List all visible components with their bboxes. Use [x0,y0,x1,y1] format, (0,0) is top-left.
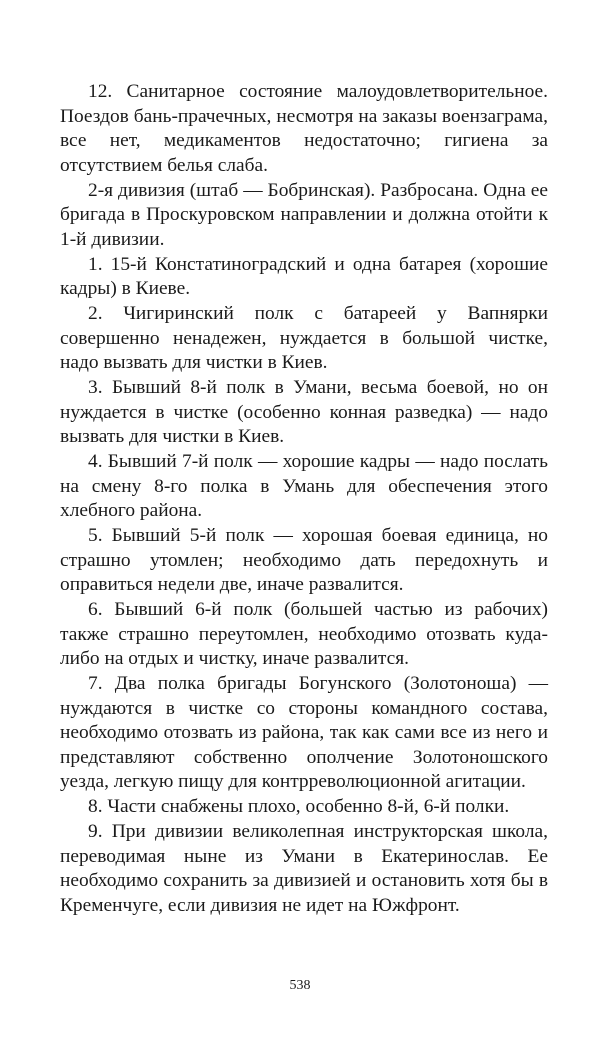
page-body [60,80,548,919]
paragraph-item-5: 5. Бывший 5-й полк — хорошая боевая единица, но страшно утомлен; необходимо дать передохнуть и оправиться недели две, иначе развалится. [60,525,548,595]
paragraph-item-1: 1. 15-й Констатиноградский и одна батарея (хорошие кадры) в Киеве. [60,253,548,299]
paragraph-item-2: 2. Чигиринский полк с батареей у Вапнярки совершенно ненадежен, нуждается в большой чистке, надо вызвать для чистки в Киев. [60,303,548,373]
page-number: 538 [289,978,311,993]
paragraph-12-sanitary: 12. Санитарное состояние малоудовлетворительное. Поездов бань-прачечных, несмотря на заказы воензаграма, все нет, медикаментов недостаточно; гигиена за отсутствием белья слаба. [60,81,548,176]
paragraph-item-3: 3. Бывший 8-й полк в Умани, весьма боевой, но он нуждается в чистке (особенно конная разведка) — надо вызвать для чистки в Киев. [60,377,548,447]
paragraph-item-7: 7. Два полка бригады Богунского (Золотоноша) — нуждаются в чистке со стороны командного состава, необходимо отозвать из района, так как сами все из него и представляют собственно ополчение Золотоношского уезда, легкую пищу для контрреволюционной агитации. [60,673,548,792]
paragraph-2nd-division: 2-я дивизия (штаб — Бобринская). Разбросана. Одна ее бригада в Проскуровском направлении и должна отойти к 1-й дивизии. [60,179,548,250]
paragraph-item-6: 6. Бывший 6-й полк (большей частью из рабочих) также страшно переутомлен, необходимо отозвать куда-либо на отдых и чистку, иначе развалится. [60,599,548,669]
paragraph-item-9: 9. При дивизии великолепная инструкторская школа, переводимая ныне из Умани в Екатеринослав. Ее необходимо сохранить за дивизией и остановить хотя бы в Кременчуге, если дивизия не идет на Южфронт. [60,821,548,916]
paragraph-item-4: 4. Бывший 7-й полк — хорошие кадры — надо послать на смену 8-го полка в Умань для обеспечения этого хлебного района. [60,451,548,521]
paragraph-item-8: 8. Части снабжены плохо, особенно 8-й, 6-й полки. [88,796,510,817]
